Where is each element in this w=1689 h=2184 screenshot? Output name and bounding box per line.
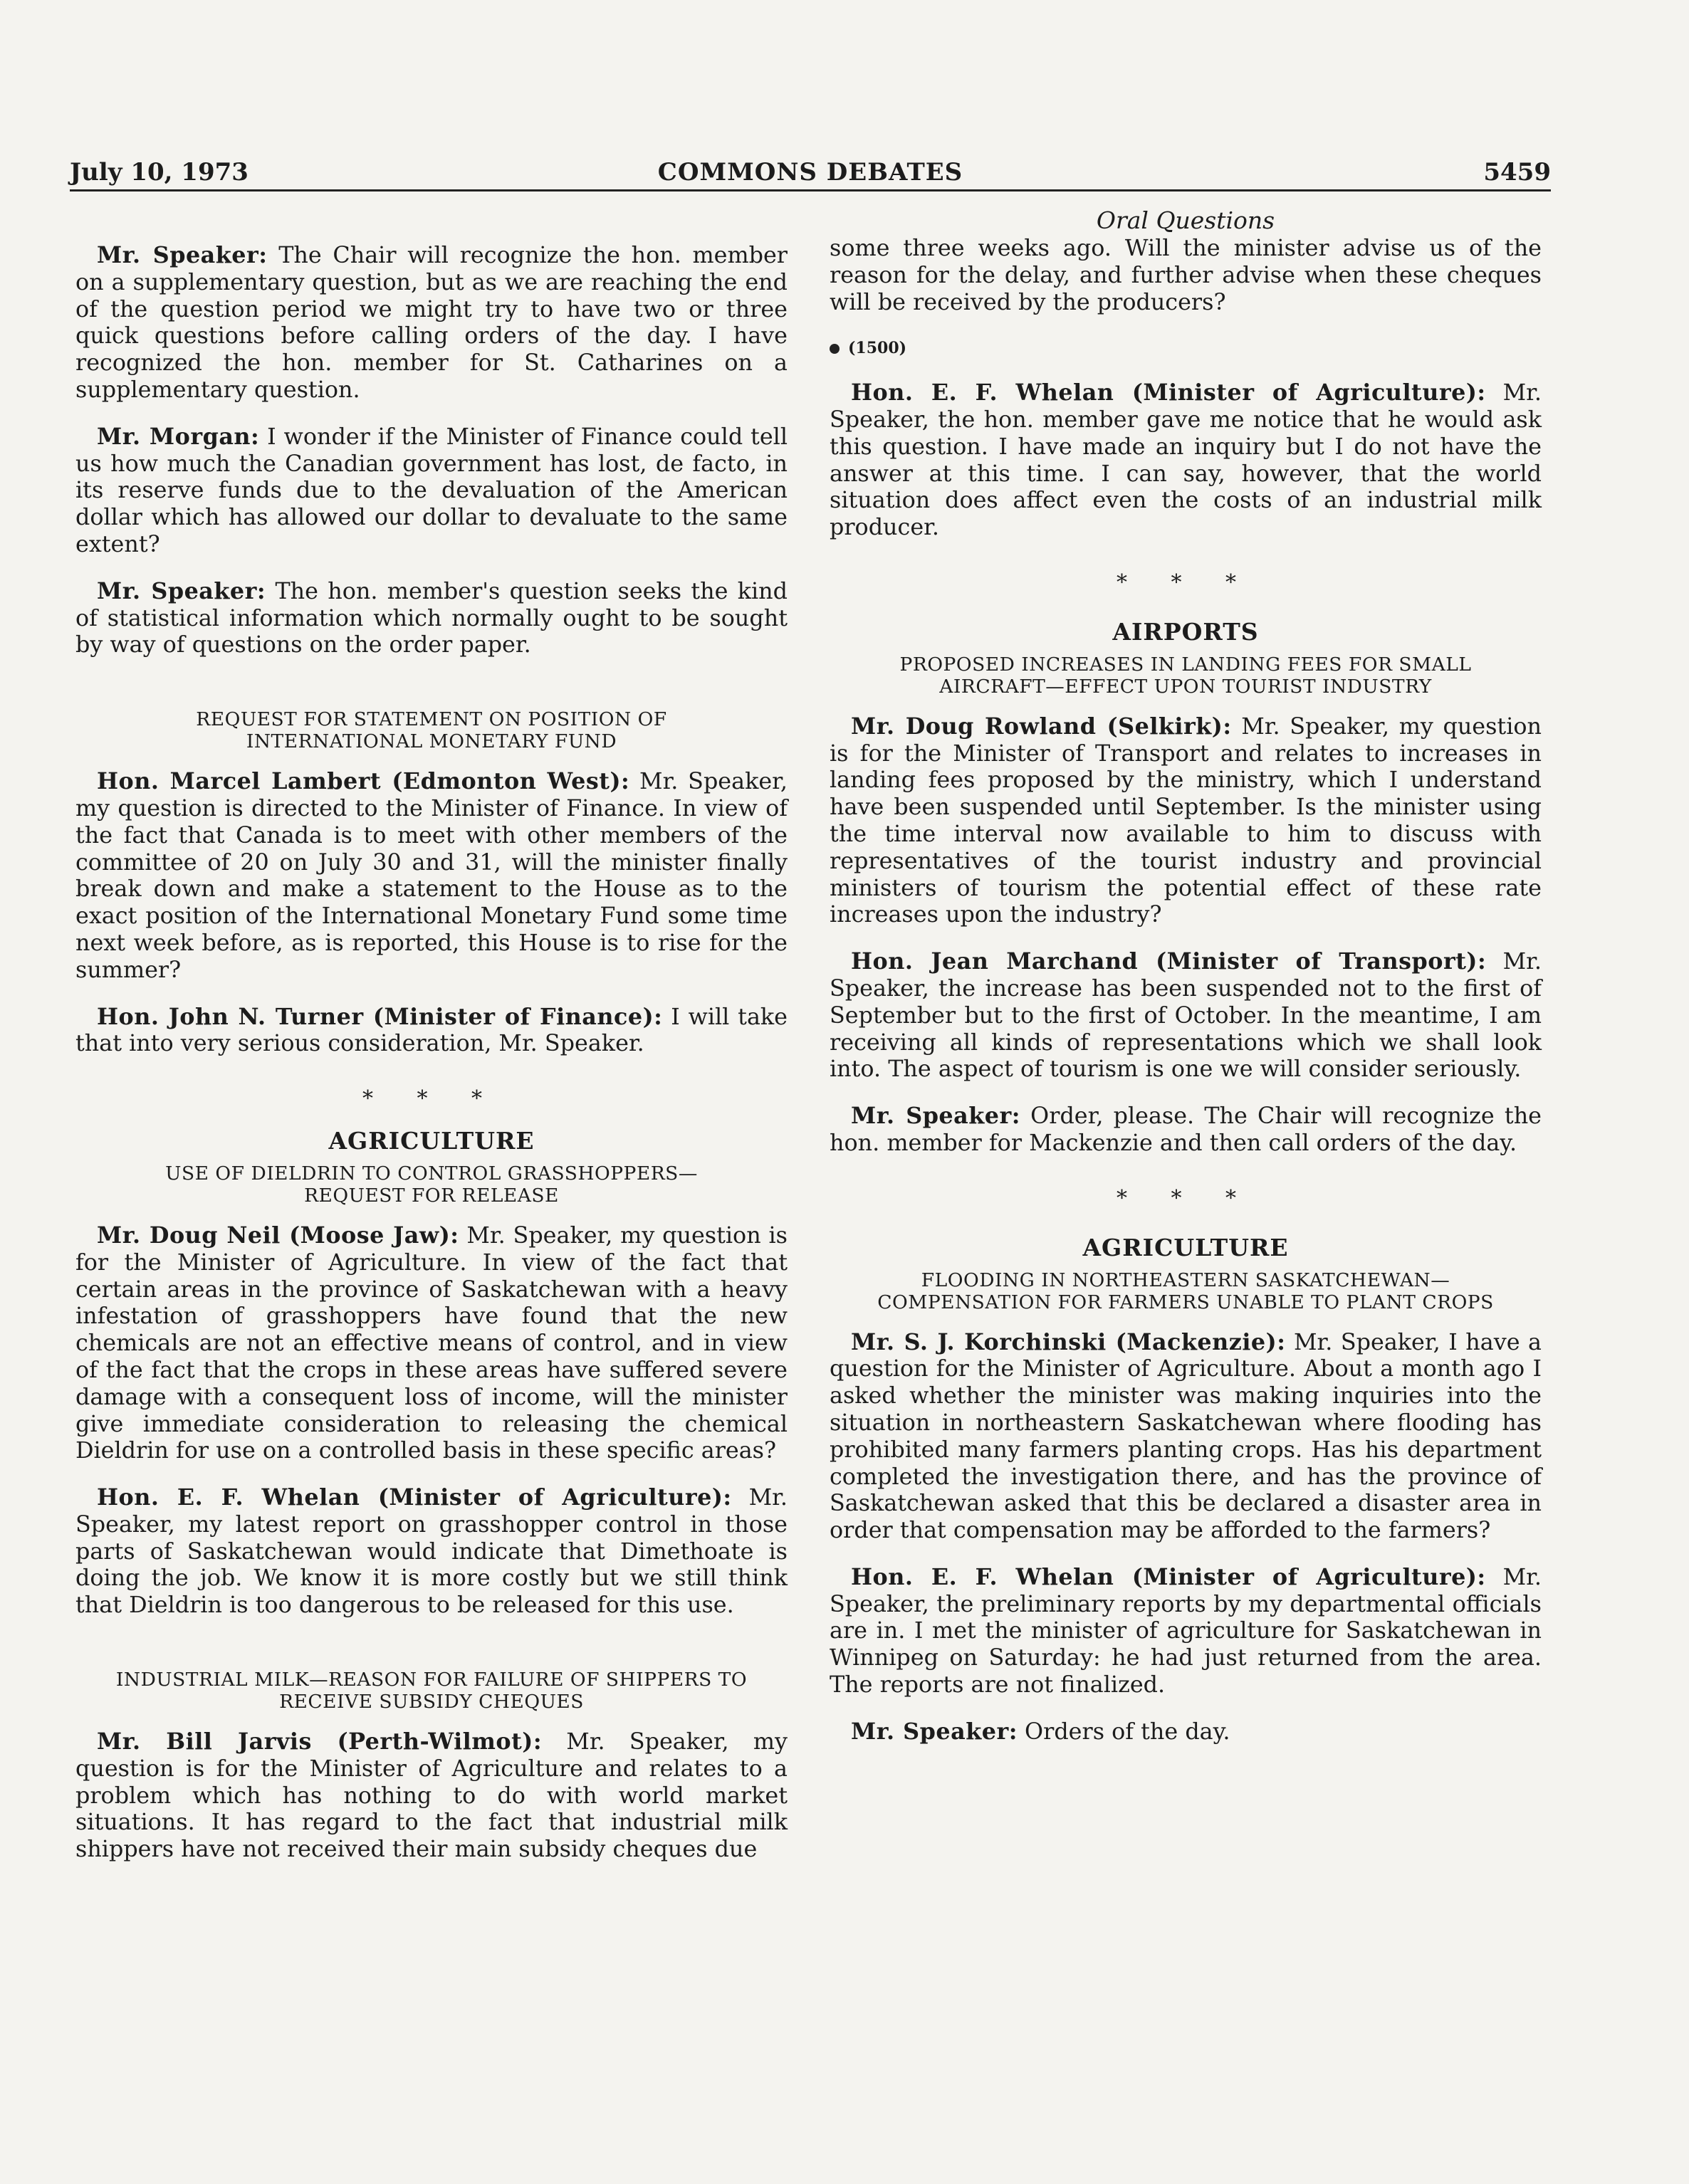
paragraph xyxy=(75,1004,788,1058)
speaker-name: Mr. Speaker: xyxy=(97,577,266,604)
paragraph xyxy=(75,578,788,658)
speaker-name: Mr. Speaker: xyxy=(851,1718,1018,1745)
paragraph xyxy=(830,713,1542,928)
speaker-name: Mr. Speaker: xyxy=(851,1103,1021,1130)
speech-text: I wonder if the Minister of Finance could tell us how much the Canadian government has lost, de facto, in its reserve funds due to the devaluation of the American dollar which has allowed our dollar to devaluate to the same extent? xyxy=(75,423,788,557)
speaker-name: Hon. E. F. Whelan (Minister of Agriculture): xyxy=(851,379,1486,406)
speech-text: Mr. Speaker, my latest report on grasshopper control in those parts of Saskatchewan would indicate that Dimethoate is doing the job. We know it is more costly but we still think that Dieldrin is too dangerous to be released for this use. xyxy=(75,1484,788,1619)
paragraph xyxy=(830,1564,1542,1699)
speech-text: I will take that into very serious consideration, Mr. Speaker. xyxy=(75,1003,788,1057)
speech-text: Mr. Speaker, my question is for the Minister of Agriculture. In view of the fact that certain areas in the province of Saskatchewan with a heavy infestation of grasshoppers have found that the new chemicals are not an effective means of control, and in view of the fact that the crops in these areas have suffered severe damage with a consequent loss of income, will the minister give immediate consideration to releasing the chemical Dieldrin for use on a controlled basis in these specific areas? xyxy=(75,1222,788,1464)
speaker-name: Mr. Speaker: xyxy=(97,242,268,268)
speech-text: The Chair will recognize the hon. member on a supplementary question, but as we are reaching the end of the question period we might try to have two or three quick questions before calling orders of the day. I have recognized the hon. member for St. Catharines on a supplementary question. xyxy=(75,242,788,403)
speaker-name: Mr. Doug Neil (Moose Jaw): xyxy=(97,1222,459,1249)
paragraph xyxy=(830,379,1542,541)
header-date: July 10, 1973 xyxy=(70,158,249,187)
section-heading: AIRPORTS xyxy=(1112,617,1259,646)
speech-text: Order, please. The Chair will recognize the hon. member for Mackenzie and then call orders of the day. xyxy=(830,1103,1542,1156)
speaker-name: Hon. Marcel Lambert (Edmonton West): xyxy=(97,768,630,795)
speech-text: Mr. Speaker, my question is for the Minister of Transport and relates to increases in landing fees proposed by the ministry, which I understand have been suspended until September. Is the minister using the time interval now available to him to discuss with representatives of the tourist industry and provincial ministers of tourism the potential effect of these rate increases upon the industry? xyxy=(830,713,1542,928)
paragraph xyxy=(830,1329,1542,1544)
timestamp xyxy=(830,335,1542,362)
subheading: REQUEST FOR STATEMENT ON POSITION OF INTERNATIONAL MONETARY FUND xyxy=(196,708,667,753)
subheading: USE OF DIELDRIN TO CONTROL GRASSHOPPERS— REQUEST FOR RELEASE xyxy=(165,1162,698,1207)
speaker-name: Mr. Bill Jarvis (Perth-Wilmot): xyxy=(97,1728,543,1755)
paragraph xyxy=(75,768,788,983)
paragraph xyxy=(75,1222,788,1464)
paragraph xyxy=(75,242,788,404)
speaker-name: Hon. E. F. Whelan (Minister of Agriculture): xyxy=(851,1563,1486,1590)
speaker-name: Mr. S. J. Korchinski (Mackenzie): xyxy=(851,1328,1286,1355)
paragraph xyxy=(75,1728,788,1863)
left-column xyxy=(75,206,788,1883)
paragraph xyxy=(830,1103,1542,1157)
section-divider: * * * xyxy=(1116,1185,1255,1211)
speaker-name: Hon. John N. Turner (Minister of Finance): xyxy=(97,1003,663,1030)
paragraph xyxy=(830,948,1542,1083)
timestamp-text: (1500) xyxy=(848,339,907,358)
speech-text: some three weeks ago. Will the minister advise us of the reason for the delay, and further advise when these cheques will be received by the producers? xyxy=(830,235,1542,315)
section-heading: AGRICULTURE xyxy=(1082,1233,1289,1261)
bullet-icon xyxy=(830,344,840,354)
speech-text: Mr. Speaker, my question is for the Minister of Agriculture and relates to a problem which has nothing to do with world market situations. It has regard to the fact that industrial milk shippers have not received their main subsidy cheques due xyxy=(75,1728,788,1863)
speaker-name: Hon. Jean Marchand (Minister of Transport): xyxy=(851,948,1487,975)
speaker-name: Mr. Doug Rowland (Selkirk): xyxy=(851,713,1232,740)
speech-text: Mr. Speaker, I have a question for the Minister of Agriculture. About a month ago I asked whether the minister was making inquiries into the situation in northeastern Saskatchewan where flooding has prohibited many farmers planting crops. Has his department completed the investigation there, and has the province of Saskatchewan asked that this be declared a disaster area in order that compensation may be afforded to the farmers? xyxy=(830,1328,1542,1544)
speech-text: The hon. member's question seeks the kind of statistical information which normally ought to be sought by way of questions on the order paper. xyxy=(75,577,788,658)
speaker-name: Hon. E. F. Whelan (Minister of Agriculture): xyxy=(97,1484,732,1511)
right-column xyxy=(830,206,1542,1765)
section-divider: * * * xyxy=(1116,569,1255,595)
header-title: COMMONS DEBATES xyxy=(657,158,963,187)
section-divider: * * * xyxy=(362,1086,501,1112)
subheading: INDUSTRIAL MILK—REASON FOR FAILURE OF SHIPPERS TO RECEIVE SUBSIDY CHEQUES xyxy=(115,1669,748,1713)
speech-text: Orders of the day. xyxy=(1017,1718,1230,1745)
page-header xyxy=(70,155,1551,191)
paragraph xyxy=(75,424,788,558)
section-label: Oral Questions xyxy=(1096,206,1275,234)
subheading: PROPOSED INCREASES IN LANDING FEES FOR SMALL AIRCRAFT—EFFECT UPON TOURIST INDUSTRY xyxy=(899,653,1472,698)
paragraph xyxy=(830,235,1542,315)
paragraph xyxy=(830,1718,1542,1745)
speech-text: Mr. Speaker, the preliminary reports by my departmental officials are in. I met the minister of agriculture for Saskatchewan in Winnipeg on Saturday: he had just returned from the area. The reports are not finalized. xyxy=(830,1563,1542,1699)
speech-text: Mr. Speaker, my question is directed to the Minister of Finance. In view of the fact that Canada is to meet with other members of the committee of 20 on July 30 and 31, will the minister finally break down and make a statement to the House as to the exact position of the International Monetary Fund some time next week before, as is reported, this House is to rise for the summer? xyxy=(75,768,788,983)
header-page-number: 5459 xyxy=(1483,158,1551,187)
subheading: FLOODING IN NORTHEASTERN SASKATCHEWAN— COMPENSATION FOR FARMERS UNABLE TO PLANT CROPS xyxy=(877,1269,1494,1313)
speaker-name: Mr. Morgan: xyxy=(97,423,260,450)
speech-text: Mr. Speaker, the increase has been suspended not to the first of September but to the first of October. In the meantime, I am receiving all kinds of representations which we shall look into. The aspect of tourism is one we will consider seriously. xyxy=(830,948,1542,1083)
speech-text: Mr. Speaker, the hon. member gave me notice that he would ask this question. I have made an inquiry but I do not have the answer at this time. I can say, however, that the world situation does affect even the costs of an industrial milk producer. xyxy=(830,379,1542,541)
paragraph xyxy=(75,1484,788,1619)
section-heading: AGRICULTURE xyxy=(328,1126,535,1155)
